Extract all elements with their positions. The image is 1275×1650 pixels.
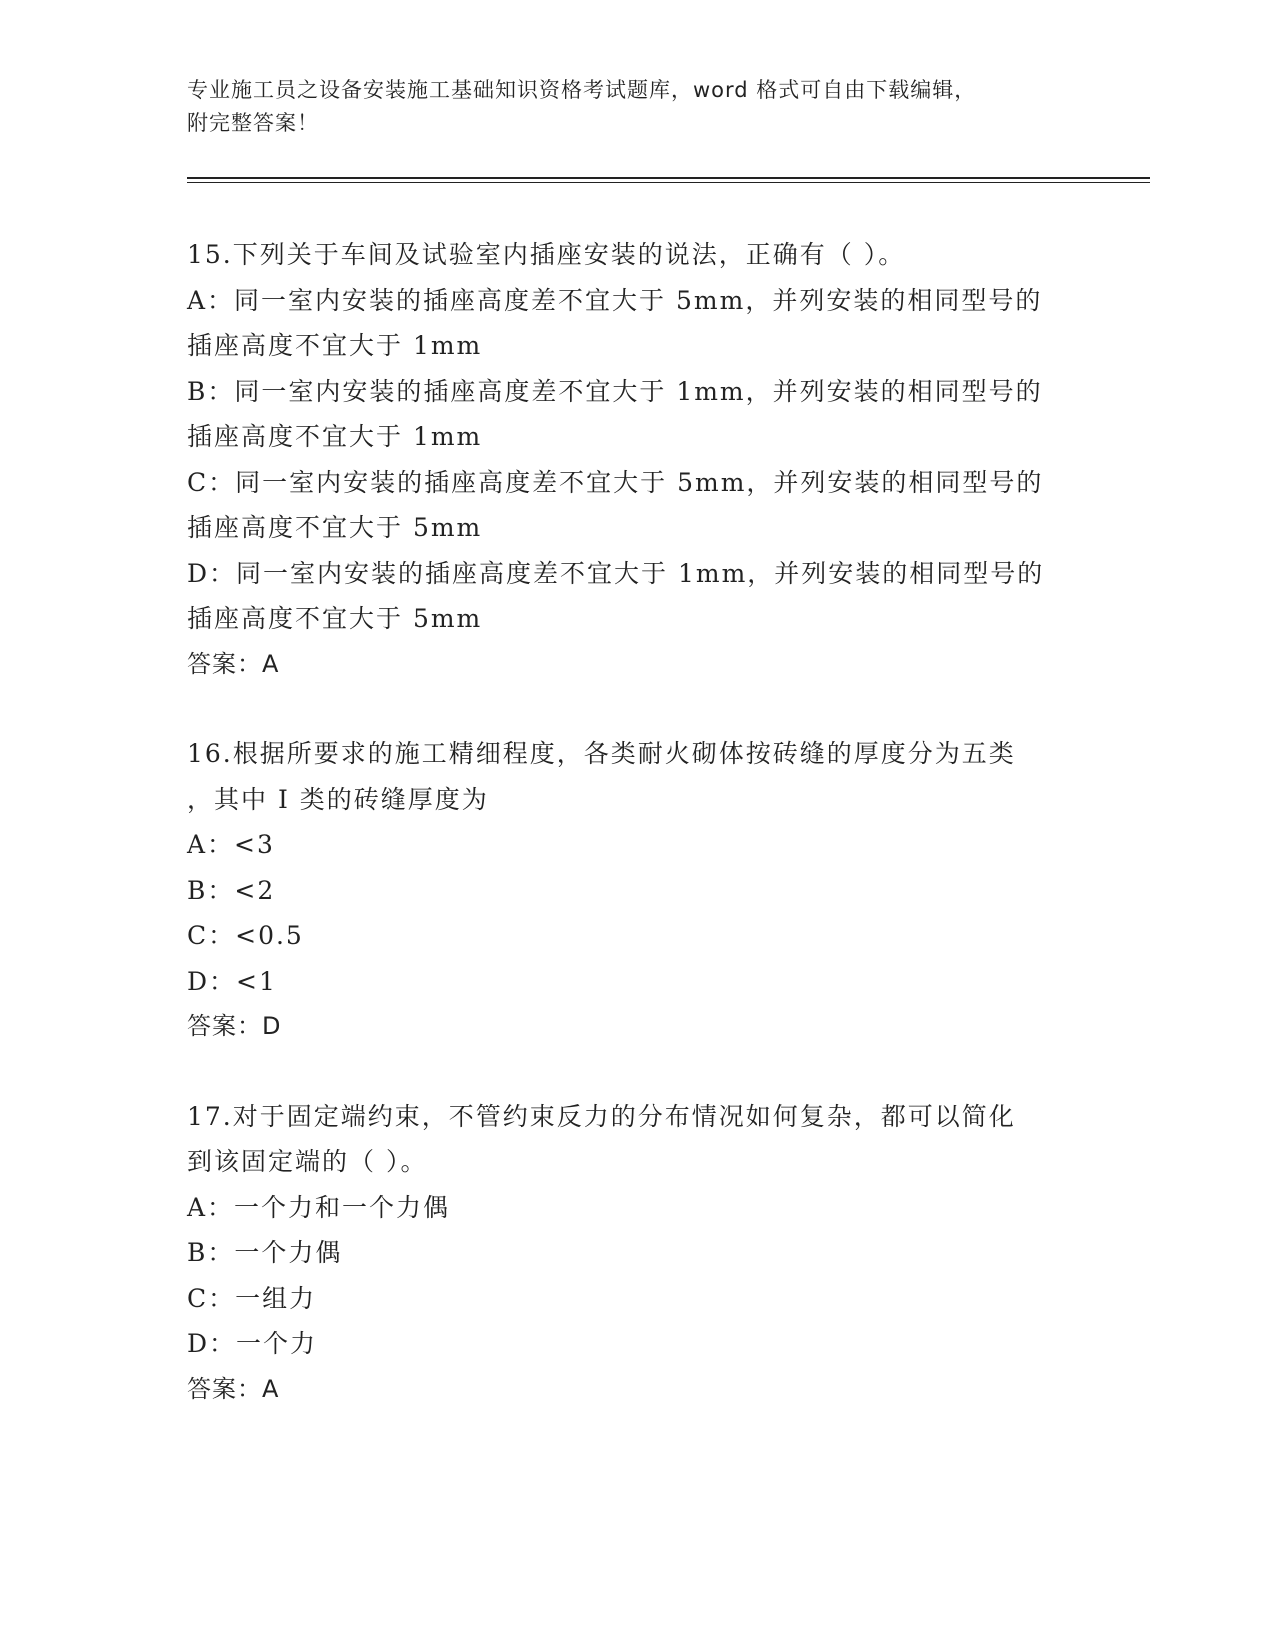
- option-d: [187, 551, 1087, 642]
- question-stem: 17.对于固定端约束，不管约束反力的分布情况如何复杂，都可以简化: [187, 1101, 1016, 1131]
- header-divider-thick: [187, 177, 1150, 179]
- question-list: [187, 232, 1087, 1456]
- document-header: [187, 74, 1067, 140]
- question-17: [187, 1094, 1087, 1413]
- option-text: 插座高度不宜大于 5mm: [187, 513, 483, 542]
- option-a: [187, 278, 1087, 369]
- option-text: 插座高度不宜大于 5mm: [187, 604, 483, 633]
- option-b: [187, 369, 1087, 460]
- option-a: A：一个力和一个力偶: [187, 1192, 451, 1222]
- header-divider-thin: [187, 182, 1150, 183]
- question-stem: 15.下列关于车间及试验室内插座安装的说法，正确有（ ）。: [187, 240, 906, 269]
- option-c: [187, 460, 1087, 551]
- answer: 答案：A: [187, 1374, 280, 1403]
- option-text: A：同一室内安装的插座高度差不宜大于 5mm，并列安装的相同型号的: [187, 285, 1043, 315]
- option-d: D：<1: [187, 966, 277, 996]
- option-b: B：一个力偶: [187, 1238, 343, 1267]
- header-line-1: 专业施工员之设备安装施工基础知识资格考试题库，word 格式可自由下载编辑，: [187, 78, 977, 102]
- option-b: B：<2: [187, 875, 276, 905]
- option-text: 插座高度不宜大于 1mm: [187, 331, 483, 360]
- question-stem: 16.根据所要求的施工精细程度，各类耐火砌体按砖缝的厚度分为五类: [187, 739, 1016, 768]
- question-16: [187, 731, 1087, 1050]
- option-text: 插座高度不宜大于 1mm: [187, 422, 483, 451]
- option-d: D：一个力: [187, 1329, 318, 1358]
- question-stem: ，其中 I 类的砖缝厚度为: [187, 784, 489, 814]
- answer: 答案：D: [187, 1012, 282, 1040]
- option-text: B：同一室内安装的插座高度差不宜大于 1mm，并列安装的相同型号的: [187, 376, 1043, 406]
- option-text: C：同一室内安装的插座高度差不宜大于 5mm，并列安装的相同型号的: [187, 467, 1044, 497]
- option-a: A：<3: [187, 830, 275, 859]
- question-15: [187, 232, 1087, 687]
- option-c: C：<0.5: [187, 921, 304, 950]
- question-stem: 到该固定端的（ ）。: [187, 1147, 428, 1176]
- option-c: C：一组力: [187, 1283, 317, 1313]
- option-text: D：同一室内安装的插座高度差不宜大于 1mm，并列安装的相同型号的: [187, 558, 1045, 588]
- header-line-2: 附完整答案！: [187, 111, 319, 135]
- answer: 答案：A: [187, 649, 280, 678]
